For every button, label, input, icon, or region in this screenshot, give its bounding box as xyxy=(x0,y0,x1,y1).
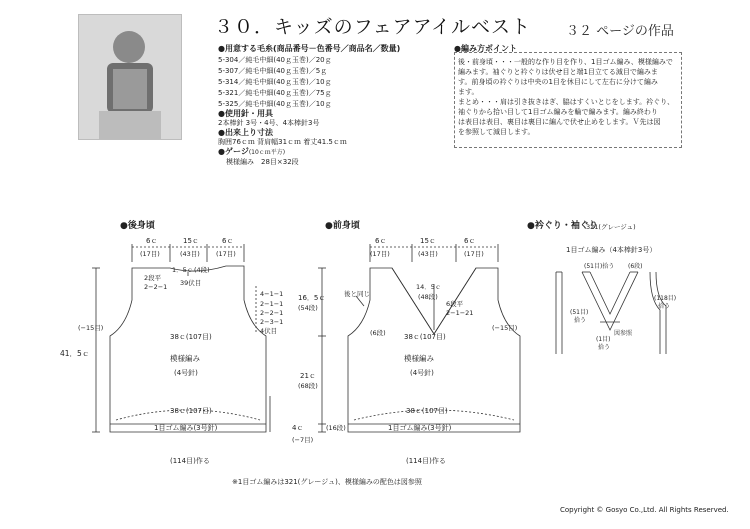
back-armhole-rule: 4−1−1 xyxy=(260,290,284,298)
collar-diagram-ref: 図参照 xyxy=(614,330,633,337)
front-v-rule-2: 2−1−21 xyxy=(446,309,474,317)
front-needle: (4号針) xyxy=(410,369,434,377)
front-top-dim-right: 6ｃ xyxy=(464,237,476,245)
howto-line: まとめ・・・肩は引き抜きはぎ、脇はすくいとじをします。衿ぐり、 xyxy=(458,98,675,106)
front-width-bottom: 38ｃ(107目) xyxy=(406,407,448,415)
front-rib-length: 4ｃ xyxy=(292,424,304,432)
front-pattern: 模様編み xyxy=(404,354,434,363)
howto-heading: ● 編み方ポイント xyxy=(454,43,517,54)
back-top-rows-center: (43目) xyxy=(180,250,200,258)
footer-note: ※1目ゴム編みは321(グレージュ)、模様編みの配色は図参照 xyxy=(232,478,422,486)
gauge-text: 模様編み 28目×32段 xyxy=(226,158,299,166)
yarn-line: 5-304／純毛中細(40ｇ玉巻)／20ｇ xyxy=(218,56,332,64)
collar-pick-1: (51目)拾う xyxy=(584,263,615,270)
size-text: 胸囲76ｃｍ 背肩幅31ｃｍ 着丈41.5ｃｍ xyxy=(218,138,347,146)
page-reference: ３２ ページの作品 xyxy=(566,24,674,39)
tools-text: 2本棒針 3号・4号、4本棒針3号 xyxy=(218,119,320,127)
front-top-dim-center: 15ｃ xyxy=(420,237,436,245)
front-mid-rows: (68段) xyxy=(298,382,318,390)
collar-rows: (6段) xyxy=(628,263,643,270)
collar-pick-2: (51目) xyxy=(570,309,589,316)
howto-line: ます。 xyxy=(458,88,479,96)
howto-line: 袖ぐりから拾い目して1目ゴム編みを輪で編みます。編み終わり xyxy=(458,108,658,116)
back-pattern: 模様編み xyxy=(170,354,200,363)
collar-center-2: 拾う xyxy=(598,344,611,351)
collar-color: 321(グレージュ) xyxy=(586,223,636,231)
armhole-pick-2: 拾う xyxy=(658,303,671,310)
collar-center: (1目) xyxy=(596,336,611,343)
front-rib-dec: (−7目) xyxy=(292,436,314,444)
front-upper-length: 16．5ｃ xyxy=(298,294,326,302)
front-title: ● 前身頃 xyxy=(325,218,360,231)
collar-pick-2b: 拾う xyxy=(574,317,587,324)
howto-line: は表目は表目、裏目は裏目に編んで伏せ止めをします。Ｖ先は図 xyxy=(458,118,661,126)
howto-line: 後・前身頃・・・一般的な作り目を作り、1目ゴム編み、模様編みで xyxy=(458,58,673,66)
tools-heading: ● 使用針・用具 xyxy=(218,108,273,119)
front-side-dec: (−15目) xyxy=(492,324,518,332)
back-top-dim-left: 6ｃ xyxy=(146,237,158,245)
yarn-line: 5-325／純毛中細(40ｇ玉巻)／10ｇ xyxy=(218,100,332,108)
back-top-rows-left: (17目) xyxy=(140,250,160,258)
back-top-rows-right: (17目) xyxy=(216,250,236,258)
front-v-rule: 6段平 xyxy=(446,300,464,308)
front-top-dim-left: 6ｃ xyxy=(375,237,387,245)
back-ribbing: 1目ゴム編み(3号針) xyxy=(154,424,218,432)
back-needle: (4号針) xyxy=(174,369,198,377)
front-center-rest: (6段) xyxy=(370,329,386,337)
back-total-length: 41．5ｃ xyxy=(60,349,90,358)
back-top-dim-right: 6ｃ xyxy=(222,237,234,245)
yarn-line: 5-314／純毛中細(40ｇ玉巻)／10ｇ xyxy=(218,78,332,86)
back-width: 38ｃ(107目) xyxy=(170,333,212,341)
front-same-as-back: 後と同じ xyxy=(344,290,370,298)
yarn-line: 5-321／純毛中細(40ｇ玉巻)／75ｇ xyxy=(218,89,332,97)
front-neck-rows: (48段) xyxy=(418,293,438,301)
yarn-heading: ● 用意する毛糸(商品番号－色番号／商品名／数量) xyxy=(218,43,400,54)
back-shoulder-rule: 2段平 xyxy=(144,274,162,282)
armhole-pick: (118目) xyxy=(654,295,677,302)
back-armhole-rule: 2−1−1 xyxy=(260,300,284,308)
howto-line: す。前身頃の衿ぐりは中央の1目を休目にして左右に分けて編み xyxy=(458,78,658,86)
gauge-heading: ● ゲージ(10ｃｍ平方) xyxy=(218,146,285,157)
back-side-dec: (−15目) xyxy=(78,324,104,332)
back-title: ● 後身頃 xyxy=(120,218,155,231)
front-mid-length: 21ｃ xyxy=(300,372,316,380)
back-shoulder-rule-2: 2−2−1 xyxy=(144,283,168,291)
collar-v xyxy=(582,272,638,330)
gauge-unit: (10ｃｍ平方) xyxy=(248,149,286,156)
front-width: 38ｃ(107目) xyxy=(404,333,446,341)
howto-line: 編みます。袖ぐりと衿ぐりは伏せ目と端1目立てる減目で編みま xyxy=(458,68,658,76)
back-width-bottom: 38ｃ(107目) xyxy=(170,407,212,415)
back-armhole-rule: 4伏目 xyxy=(260,327,278,335)
front-ribbing: 1目ゴム編み(3号針) xyxy=(388,424,452,432)
copyright: Copyright © Gosyo Co.,Ltd. All Rights Reserved. xyxy=(560,506,729,514)
back-armhole-rule: 2−2−1 xyxy=(260,309,284,317)
back-top-dim-center: 15ｃ xyxy=(183,237,199,245)
front-top-rows-right: (17目) xyxy=(464,250,484,258)
armhole-band xyxy=(650,272,660,354)
back-neck-rows: (4段) xyxy=(194,266,210,274)
back-armhole-rule: 2−3−1 xyxy=(260,318,284,326)
front-top-rows-left: (17目) xyxy=(370,250,390,258)
howto-line: を参照して減目します。 xyxy=(458,128,535,136)
front-neck-depth: 14．5ｃ xyxy=(416,283,442,291)
back-cast-on: (114目)作る xyxy=(170,457,210,465)
size-heading: ● 出来上り寸法 xyxy=(218,127,273,138)
front-upper-rows: (54段) xyxy=(298,304,318,312)
back-neck-depth: 1．5ｃ xyxy=(172,266,194,274)
yarn-line: 5-307／純毛中細(40ｇ玉巻)／5ｇ xyxy=(218,67,328,75)
collar-subtitle: 1目ゴム編み（4本棒針3号） xyxy=(566,246,657,254)
front-top-rows-center: (43目) xyxy=(418,250,438,258)
page-title: ３０．キッズのフェアアイルベスト xyxy=(214,16,531,38)
back-bind-off: 39伏目 xyxy=(180,279,202,287)
front-cast-on: (114目)作る xyxy=(406,457,446,465)
collar-title: ● 衿ぐり・袖ぐり xyxy=(527,218,598,231)
front-rib-rows: (16段) xyxy=(326,424,346,432)
